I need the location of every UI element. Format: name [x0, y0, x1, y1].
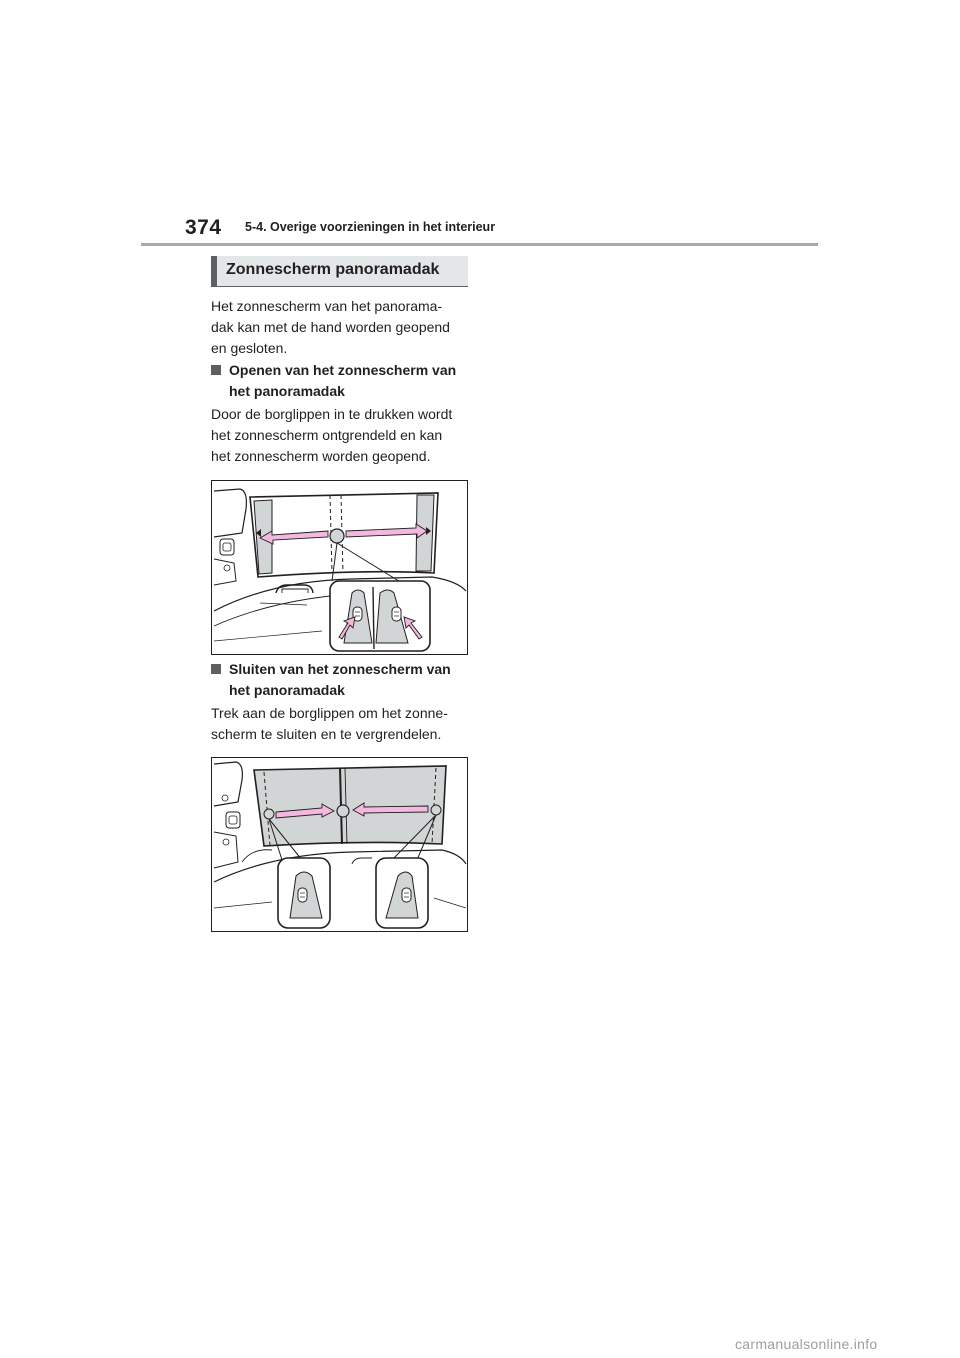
open-paragraph: Door de borglippen in te drukken wordt het zonnescherm ontgrendeld en kan het zonnescherm worden geopend. — [211, 406, 453, 464]
footer-watermark: carmanualsonline.info — [735, 1336, 878, 1352]
figure-open-shade — [211, 480, 468, 655]
intro-paragraph: Het zonnescherm van het panorama- dak kan met de hand worden geopend en gesloten. — [211, 298, 450, 356]
chapter-title: 5-4. Overige voorzieningen in het interieur — [245, 220, 496, 234]
page-number: 374 — [185, 216, 222, 239]
close-shade-illustration — [212, 758, 467, 931]
open-heading-text: Openen van het zonnescherm van het panoramadak — [229, 362, 457, 399]
bullet-square-icon — [211, 365, 221, 375]
close-subheading — [211, 659, 473, 701]
open-subheading — [211, 360, 473, 402]
close-heading-text: Sluiten van het zonnescherm van het panoramadak — [229, 661, 451, 698]
bullet-square-icon — [211, 664, 221, 674]
header-rule — [141, 243, 818, 246]
figure-close-shade — [211, 757, 468, 932]
section-heading — [211, 256, 468, 287]
open-shade-illustration — [212, 481, 467, 654]
close-paragraph: Trek aan de borglippen om het zonne- scherm te sluiten en te vergrendelen. — [211, 705, 448, 742]
section-title: Zonnescherm panoramadak — [226, 261, 440, 278]
